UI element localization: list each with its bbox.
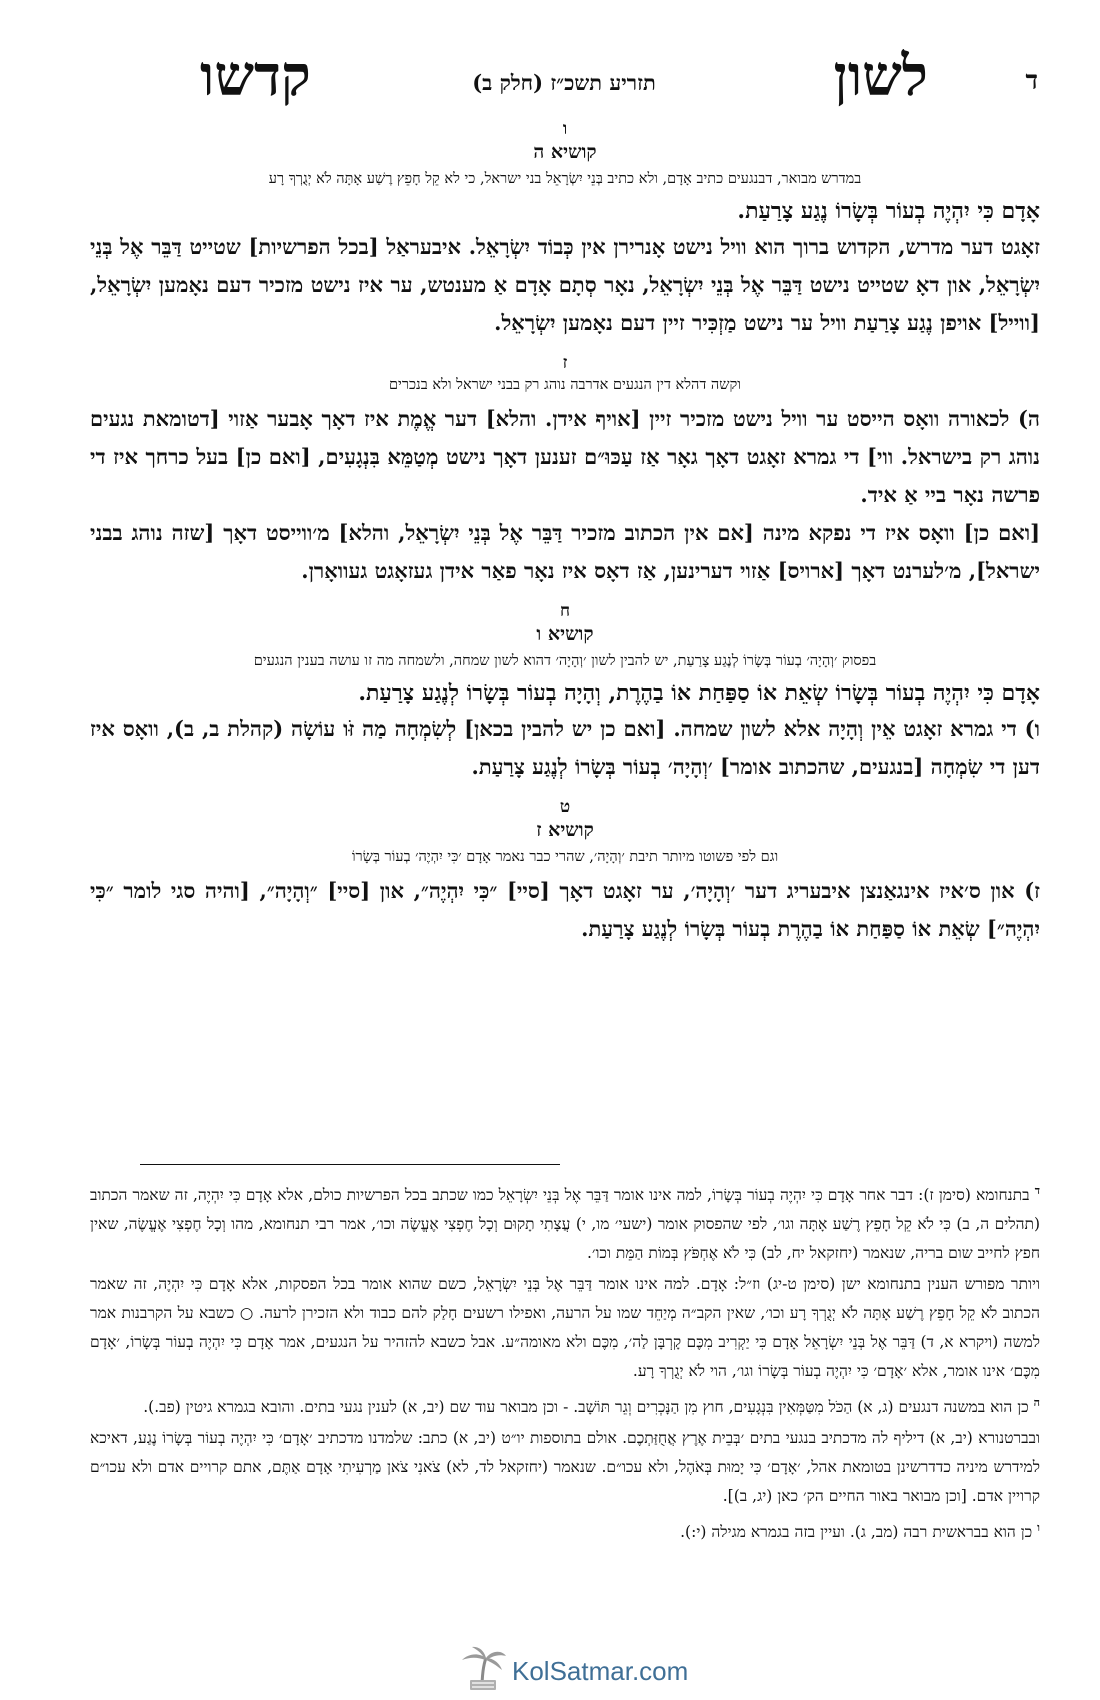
body-paragraph: זאָגט דער מדרש, הקדוש ברוך הוא וויל נישט אָנרירן אין כְּבוֹד יִשְׂרָאֵל. איבעראַל [בכל הפרשיות] שטייט דַּבֵּר אֶל בְּנֵי יִשְׂרָאֵל, און דאָ שטייט נישט דַּבֵּר אֶל בְּנֵי יִשְׂרָאֵל, נאָר סְתָם אָדָם אַ מענטש, ער איז נישט מזכיר דעם נאָמען יִשְׂרָאֵל, [ווייל] אויפן נֶגַע צָרַעַת וויל ער נישט מַזְכִּיר זיין דעם נאָמען יִשְׂרָאֵל. — [90, 234, 1040, 335]
running-title-left: קדשו — [200, 43, 311, 109]
section-summary: וקשה דהלא דין הנגעים אדרבה נוהג רק בבני ישראל ולא בנכרים — [388, 377, 742, 393]
page-header — [90, 43, 1038, 128]
pasuk-quote: אָדָם כִּי יִהְיֶה בְעוֹר בְּשָׂרוֹ שְׂאֵת אוֹ סַפַּחַת אוֹ בַהֶרֶת, וְהָיָה בְעוֹר בְּשָׂרוֹ לְנֶגַע צָרַעַת. — [358, 680, 1040, 706]
footnote-divider — [140, 1164, 560, 1165]
section-summary: במדרש מבואר, דבנגעים כתיב אָדָם, ולא כתיב בְּנֵי יִשְׂרָאֵל בני ישראל, כי לא קֵל חָפֵץ רֶשַׁע אָתָּה לֹא יְגֻרְךָ רָע — [268, 171, 862, 187]
pasuk-quote: אָדָם כִּי יִהְיֶה בְעוֹר בְּשָׂרוֹ נֶגַע צָרַעַת. — [737, 198, 1040, 224]
running-subtitle: תזריע תשכ״ז (חלק ב) — [472, 70, 656, 95]
section-letter: ח — [559, 601, 571, 621]
body-paragraph: ה) לכאורה וואָס הייסט ער וויל נישט מזכיר זיין [אויף אידן. והלא] דער אֱמֶת איז דאָך אָבער אַזוי [דטומאת נגעים נוהג רק בישראל. ווי] די גמרא זאָגט דאָך גאָר אַז עַכּוּ״ם זענען דאָך נישט מְטַמֵּא בִּנְגָעִים, [ואם כן] בעל כרחך איז די פרשה נאָר ביי אַ איד. — [90, 406, 1040, 507]
footnote — [90, 1424, 1040, 1511]
footnote-text: כן הוא במשנה דנגעים (ג, א) הַכֹּל מִטַּמְּאִין בִּנְגָעִים, חוץ מִן הַנָּכְרִים וְגֵר תּוֹשָׁב. - וכן מבואר עוד שם (יב, א) לענין נגעי בתים. והובא בגמרא גיטין (פב.). — [143, 1398, 1029, 1417]
footnote-text: ויותר מפורש הענין בתנחומא ישן (סימן ט-יג) וז״ל: אָדָם. למה אינו אומר דַּבֵּר אֶל בְּנֵי יִשְׂרָאֵל, כשם שהוא אומר בכל הפסקות, אלא אָדָם כִּי יִהְיֶה, זה שאמר הכתוב לֹא קֵל חָפֵץ רֶשַׁע אָתָּה לֹא יְגֻרְךָ רָע וכו׳, שאין הקב״ה מְיַחֵד שמו על הרעה, ואפילו רשעים חָלַק להם כבוד ולא הזכירן לרעה. ○ כשבא על הקרבנות אמר למשה (ויקרא א, ד) דַּבֵּר אֶל בְּנֵי יִשְׂרָאֵל אָדָם כִּי יַקְרִיב מִכֶּם קָרְבָּן לַה׳, מִכֶּם ולא מאומה״ע. אבל כשבא להזהיר על הנגעים, אמר אָדָם כִּי יִהְיֶה בְעוֹר בְּשָׂרוֹ, ׳אָדָם מִכֶּם׳ אינו אומר, אלא ׳אָדָם׳ כִּי יִהְיֶה בְעוֹר בְּשָׂרוֹ וגו׳, הוי לֹא יְגֻרְךָ רָע. — [90, 1275, 1040, 1381]
section-title: קושיא ו — [536, 623, 594, 645]
running-title-right: לשון — [833, 43, 928, 109]
footnote-text: בתנחומא (סימן ז): דבר אחר אָדָם כִּי יִהְיֶה בְעוֹר בְּשָׂרוֹ, למה אינו אומר דַּבֵּר אֶל בְּנֵי יִשְׂרָאֵל כמו שכתב בכל הפרשיות כולם, אלא אָדָם כִּי יִהְיֶה, זה שאמר הכתוב (תהלים ה, ב) כִּי לֹא קֵל חָפֵץ רֶשַׁע אָתָּה וגו׳, לפי שהפסוק אומר (ישעי׳ מו, י) עֲצָתִי תָקוּם וְכָל חֶפְצִי אֶעֱשֶׂה וכו׳, אמר רבי תנחומא, מהו וְכָל חֶפְצִי אֶעֱשֶׂה, שאין חפץ לחייב שום בריה, שנאמר (יחזקאל יח, לב) כִּי לֹא אֶחְפֹּץ בְּמוֹת הַמֵּת וכו׳. — [90, 1186, 1040, 1263]
footnote-mark: ד — [1034, 1184, 1040, 1197]
footnote-mark: ה — [1033, 1396, 1040, 1410]
section-summary: בפסוק ׳וְהָיָה׳ בְעוֹר בְּשָׂרוֹ לְנֶגַע צָרַעַת, יש להבין לשון ׳וְהָיָה׳ דהוא לשון שמחה, ולשמחה מה זו עושה בענין הנגעים — [253, 653, 877, 669]
section-letter: ז — [562, 353, 568, 373]
main-text — [90, 118, 1040, 948]
section-letter: ט — [559, 797, 571, 817]
body-paragraph: ז) און ס׳איז אינגאַנצן איבעריג דער ׳וְהָיָה׳, ער זאָגט דאָך [סיי] ״כִּי יִהְיֶה״, און [סיי] ״וְהָיָה״, [והיה סגי לומר ״כִּי יִהְיֶה״] שְׂאֵת אוֹ סַפַּחַת אוֹ בַהֶרֶת בְעוֹר בְּשָׂרוֹ לְנֶגַע צָרַעַת. — [90, 878, 1040, 941]
palm-tree-icon — [458, 1646, 508, 1692]
section-title: קושיא ה — [533, 141, 597, 163]
footnote-text: ובברטנורא (יב, א) דיליף לה מדכתיב בנגעי בתים ׳בְּבֵית אֶרֶץ אֲחֻזַּתְכֶם. אולם בתוספות יו״ט (יב, א) כתב: שלמדנו מדכתיב ׳אָדָם׳ כִּי יִהְיֶה בְעוֹר בְּשָׂרוֹ נֶגַע, דאיכא למידרש מיניה כדדרשינן בטומאת אהל, ׳אָדָם׳ כִּי יָמוּת בְּאֹהֶל, ולא עכו״ם. שנאמר (יחזקאל לד, לא) צֹאנִי צֹאן מַרְעִיתִי אָדָם אַתֶּם, אתם קרויים אדם ולא עכו״ם קרויין אדם. [וכן מבואר באור החיים הק׳ כאן (יג, ב)]. — [90, 1429, 1040, 1506]
page-number: ד — [1025, 66, 1038, 96]
body-paragraph: ו) די גמרא זאָגט אֵין וְהָיָה אלא לשון שמחה. [ואם כן יש להבין בכאן] לְשִׂמְחָה מַה זֹּו עוֹשָׂה (קהלת ב, ב), וואָס איז דען די שִׂמְחָה [בנגעים, שהכתוב אומר] ׳וְהָיָה׳ בְעוֹר בְּשָׂרוֹ לְנֶגַע צָרַעַת. — [90, 716, 1040, 779]
footnote — [90, 1388, 1040, 1422]
section-summary: וגם לפי פשוטו מיותר תיבת ׳וְהָיָה׳, שהרי כבר נאמר אָדָם ׳כִּי יִהְיֶה׳ בְעוֹר בְּשָׂרוֹ — [351, 849, 779, 865]
footnote-mark: ו — [1037, 1521, 1040, 1535]
watermark-text: KolSatmar.com — [512, 1656, 689, 1686]
footnote — [90, 1176, 1040, 1268]
footnote-text: כן הוא בבראשית רבה (מב, ג). ועיין בזה בגמרא מגילה (י:). — [680, 1523, 1033, 1542]
section-title: קושיא ז — [536, 819, 594, 841]
section-letter: ו — [562, 119, 568, 139]
footnote — [90, 1270, 1040, 1386]
body-paragraph: [ואם כן] וואָס איז די נפקא מינה [אם אין הכתוב מזכיר דַּבֵּר אֶל בְּנֵי יִשְׂרָאֵל, והלא] מ׳ווייסט דאָך [שזה נוהג בבני ישראל], מ׳לערנט דאָך [ארויס] אַזוי דערינען, אַז דאָס איז נאָר פאַר אידן געזאָגט געוואָרן. — [90, 520, 1040, 583]
footnotes — [90, 1176, 1040, 1549]
footnote — [90, 1513, 1040, 1547]
